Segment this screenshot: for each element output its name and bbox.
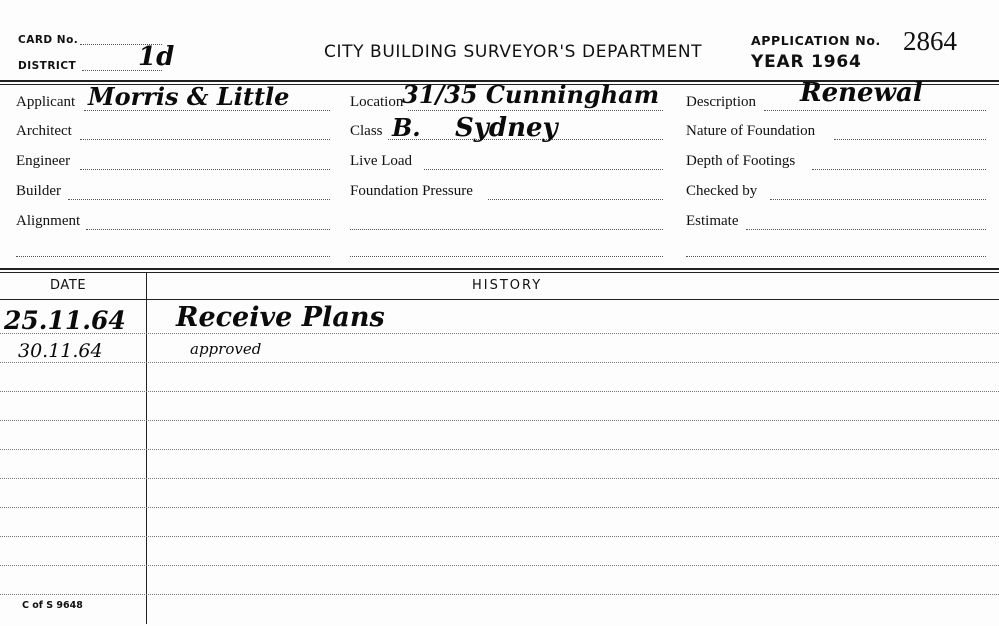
- alignment-label: Alignment: [16, 213, 81, 229]
- location-line: [408, 110, 663, 111]
- left-extra-line: [16, 256, 330, 257]
- row-line: [0, 507, 999, 508]
- description-value: Renewal: [800, 78, 923, 108]
- checked-by-label: Checked by: [686, 183, 758, 199]
- year-label: YEAR 1964: [751, 52, 862, 72]
- nature-of-foundation-label: Nature of Foundation: [686, 123, 816, 139]
- live-load-line: [424, 169, 663, 170]
- history-header: HISTORY: [472, 278, 543, 293]
- row-1-date: 25.11.64: [4, 306, 126, 335]
- row-line: [0, 536, 999, 537]
- date-header: DATE: [50, 278, 87, 293]
- row-line: [0, 594, 999, 595]
- builder-line: [68, 199, 330, 200]
- alignment-line: [86, 229, 330, 230]
- row-line: [0, 449, 999, 450]
- table-header-rule: [0, 299, 999, 300]
- table-top-rule: [0, 268, 999, 270]
- middle-extra-line-1: [350, 229, 663, 230]
- builder-label: Builder: [16, 183, 61, 199]
- row-line: [0, 391, 999, 392]
- live-load-label: Live Load: [350, 153, 413, 169]
- engineer-label: Engineer: [16, 153, 71, 169]
- date-column-divider: [146, 272, 147, 624]
- row-line: [0, 333, 999, 334]
- row-line: [0, 565, 999, 566]
- row-line: [0, 420, 999, 421]
- district-label: DISTRICT: [18, 60, 77, 72]
- row-line: [0, 478, 999, 479]
- description-line: [764, 110, 986, 111]
- applicant-label: Applicant: [16, 94, 76, 110]
- suburb-value: Sydney: [455, 113, 558, 143]
- architect-line: [80, 139, 330, 140]
- foundation-pressure-line: [488, 199, 663, 200]
- description-label: Description: [686, 94, 756, 110]
- depth-of-footings-label: Depth of Footings: [686, 153, 796, 169]
- foundation-pressure-label: Foundation Pressure: [350, 183, 473, 199]
- location-value: 31/35 Cunningham: [402, 80, 660, 109]
- district-value: 1d: [138, 42, 175, 72]
- depth-of-footings-line: [812, 169, 986, 170]
- right-extra-line: [686, 256, 986, 257]
- class-label: Class: [350, 123, 383, 139]
- department-title: CITY BUILDING SURVEYOR'S DEPARTMENT: [324, 42, 703, 62]
- estimate-label: Estimate: [686, 213, 739, 229]
- engineer-line: [80, 169, 330, 170]
- row-2-history: approved: [190, 340, 262, 358]
- architect-label: Architect: [16, 123, 72, 139]
- nature-of-foundation-line: [834, 139, 986, 140]
- middle-extra-line-2: [350, 256, 663, 257]
- class-value: B.: [392, 113, 421, 142]
- application-no-value: 2864: [903, 26, 957, 56]
- checked-by-line: [770, 199, 986, 200]
- applicant-value: Morris & Little: [88, 82, 290, 111]
- row-1-history: Receive Plans: [176, 302, 385, 333]
- row-2-date: 30.11.64: [18, 340, 103, 362]
- application-no-label: APPLICATION No.: [751, 33, 881, 48]
- form-code: C of S 9648: [22, 600, 83, 611]
- row-line: [0, 362, 999, 363]
- table-top-rule-2: [0, 272, 999, 273]
- estimate-line: [746, 229, 986, 230]
- location-label: Location: [350, 94, 404, 110]
- card-no-label: CARD No.: [18, 34, 79, 46]
